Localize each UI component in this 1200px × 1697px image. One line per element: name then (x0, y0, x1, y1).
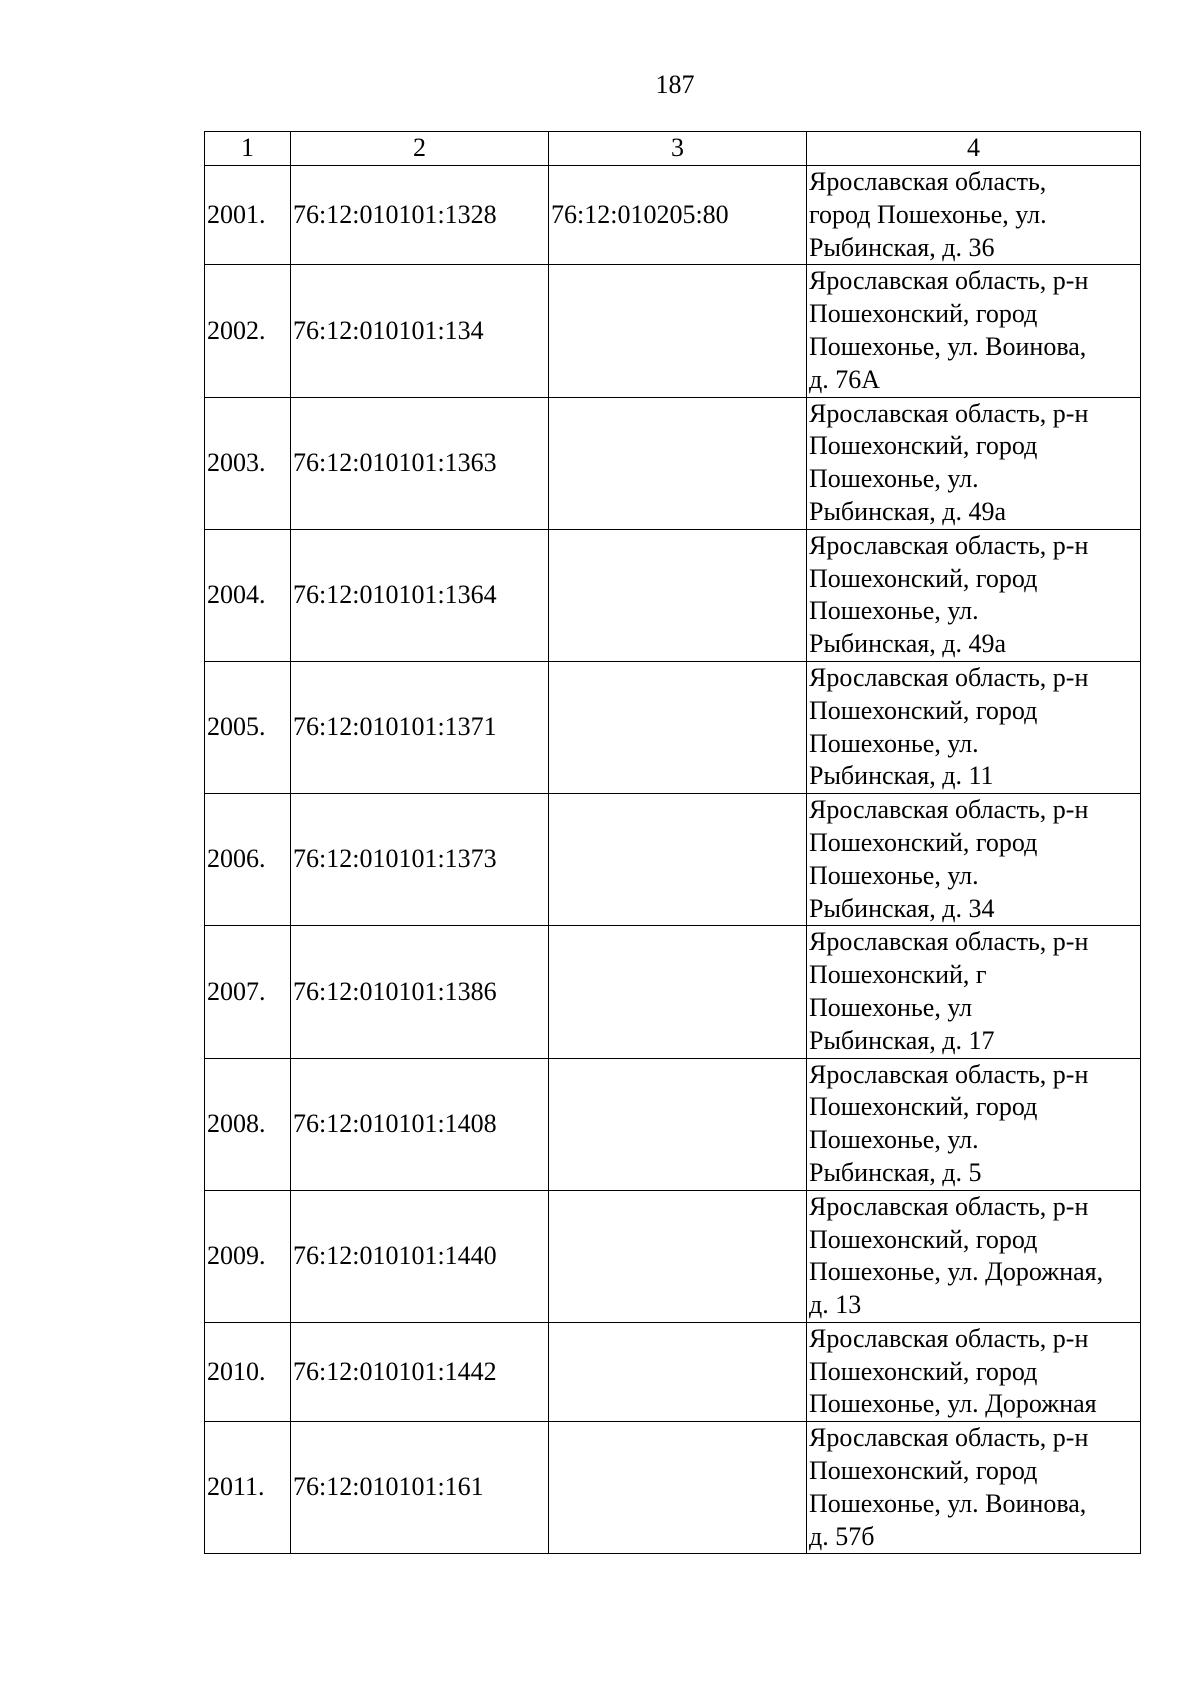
address-line: Пошехонье, ул. Воинова, (809, 331, 1087, 361)
related-cadastral-cell: 76:12:010205:80 (549, 166, 807, 265)
address-line: Пошехонье, ул. (809, 464, 979, 494)
address-cell (807, 1058, 1141, 1190)
address-line: Пошехонье, ул. Воинова, (809, 1488, 1087, 1518)
page-number: 187 (655, 70, 695, 99)
cadastral-number-cell: 76:12:010101:1373 (291, 794, 549, 926)
address-line: Пошехонский, город (809, 1092, 1038, 1122)
address-line: Пошехонский, город (809, 1224, 1038, 1254)
related-cadastral-cell (549, 794, 807, 926)
address-cell (807, 397, 1141, 529)
address-line: Пошехонский, г (809, 960, 987, 990)
address-line: д. 57б (809, 1521, 875, 1551)
address-line: Пошехонье, ул (809, 992, 973, 1022)
address-line: Ярославская область, р-н (809, 1191, 1089, 1221)
header-row (205, 132, 1141, 166)
table-row (205, 166, 1141, 265)
address-line: Пошехонский, город (809, 299, 1038, 329)
address-line: Ярославская область, р-н (809, 795, 1089, 825)
address-cell (807, 265, 1141, 397)
table-row (205, 529, 1141, 661)
table-row (205, 1190, 1141, 1322)
address-line: Рыбинская, д. 5 (809, 1157, 982, 1187)
cadastral-number-cell: 76:12:010101:134 (291, 265, 549, 397)
row-number-cell: 2006. (205, 794, 291, 926)
address-line: Рыбинская, д. 49а (809, 496, 1007, 526)
row-number-cell: 2001. (205, 166, 291, 265)
address-line: Рыбинская, д. 17 (809, 1025, 995, 1055)
row-number-cell: 2011. (205, 1422, 291, 1554)
cadastral-number-cell: 76:12:010101:1440 (291, 1190, 549, 1322)
related-cadastral-cell (549, 265, 807, 397)
address-line: Пошехонский, город (809, 431, 1038, 461)
address-line: Ярославская область, р-н (809, 927, 1089, 957)
address-line: Пошехонье, ул. (809, 596, 979, 626)
address-line: Рыбинская, д. 36 (809, 232, 995, 262)
address-line: Рыбинская, д. 11 (809, 761, 994, 791)
address-cell (807, 1190, 1141, 1322)
address-line: Ярославская область, р-н (809, 530, 1089, 560)
table-row (205, 397, 1141, 529)
cadastral-number-cell: 76:12:010101:1364 (291, 529, 549, 661)
address-cell (807, 794, 1141, 926)
row-number-cell: 2010. (205, 1322, 291, 1421)
table-body (205, 166, 1141, 1554)
table-row (205, 794, 1141, 926)
address-line: Пошехонский, город (809, 827, 1038, 857)
address-line: д. 13 (809, 1290, 862, 1320)
table-header (205, 132, 1141, 166)
address-line: Пошехонье, ул. Дорожная, (809, 1257, 1104, 1287)
address-line: Пошехонье, ул. Дорожная (809, 1389, 1097, 1419)
address-cell (807, 661, 1141, 793)
address-line: Ярославская область, р-н (809, 1323, 1089, 1353)
address-line: Пошехонье, ул. (809, 728, 979, 758)
cadastral-number-cell: 76:12:010101:1363 (291, 397, 549, 529)
address-line: Пошехонский, город (809, 695, 1038, 725)
table-row (205, 926, 1141, 1058)
related-cadastral-cell (549, 1322, 807, 1421)
address-line: Ярославская область, р-н (809, 1423, 1089, 1453)
address-line: Ярославская область, р-н (809, 1059, 1089, 1089)
cadastral-number-cell: 76:12:010101:1371 (291, 661, 549, 793)
address-cell (807, 1322, 1141, 1421)
address-cell (807, 166, 1141, 265)
address-line: Рыбинская, д. 49а (809, 629, 1007, 659)
related-cadastral-cell (549, 1058, 807, 1190)
cadastral-number-cell: 76:12:010101:1408 (291, 1058, 549, 1190)
row-number-cell: 2009. (205, 1190, 291, 1322)
cadastral-number-cell: 76:12:010101:161 (291, 1422, 549, 1554)
row-number-cell: 2003. (205, 397, 291, 529)
address-cell (807, 926, 1141, 1058)
row-number-cell: 2007. (205, 926, 291, 1058)
cadastral-number-cell: 76:12:010101:1442 (291, 1322, 549, 1421)
table-row (205, 1422, 1141, 1554)
address-line: Пошехонский, город (809, 1456, 1038, 1486)
header-cell-4: 4 (807, 132, 1141, 166)
address-line: Ярославская область, (809, 167, 1047, 196)
cadastral-number-cell: 76:12:010101:1386 (291, 926, 549, 1058)
address-cell (807, 1422, 1141, 1554)
cadastral-number-cell: 76:12:010101:1328 (291, 166, 549, 265)
address-cell (807, 529, 1141, 661)
related-cadastral-cell (549, 661, 807, 793)
header-cell-1: 1 (205, 132, 291, 166)
address-line: Пошехонье, ул. (809, 1125, 979, 1155)
address-line: Пошехонье, ул. (809, 860, 979, 890)
table-row (205, 1322, 1141, 1421)
row-number-cell: 2004. (205, 529, 291, 661)
row-number-cell: 2008. (205, 1058, 291, 1190)
row-number-cell: 2005. (205, 661, 291, 793)
address-line: Ярославская область, р-н (809, 266, 1089, 296)
address-line: Пошехонский, город (809, 563, 1038, 593)
address-line: Пошехонский, город (809, 1356, 1038, 1386)
table-row (205, 1058, 1141, 1190)
related-cadastral-cell (549, 926, 807, 1058)
address-line: д. 76А (809, 364, 881, 394)
related-cadastral-cell (549, 529, 807, 661)
registry-table (204, 131, 1141, 1554)
row-number-cell: 2002. (205, 265, 291, 397)
related-cadastral-cell (549, 1190, 807, 1322)
header-cell-2: 2 (291, 132, 549, 166)
table-row (205, 661, 1141, 793)
address-line: город Пошехонье, ул. (809, 199, 1047, 229)
related-cadastral-cell (549, 1422, 807, 1554)
table-row (205, 265, 1141, 397)
address-line: Рыбинская, д. 34 (809, 893, 995, 923)
related-cadastral-cell (549, 397, 807, 529)
header-cell-3: 3 (549, 132, 807, 166)
address-line: Ярославская область, р-н (809, 398, 1089, 428)
address-line: Ярославская область, р-н (809, 662, 1089, 692)
